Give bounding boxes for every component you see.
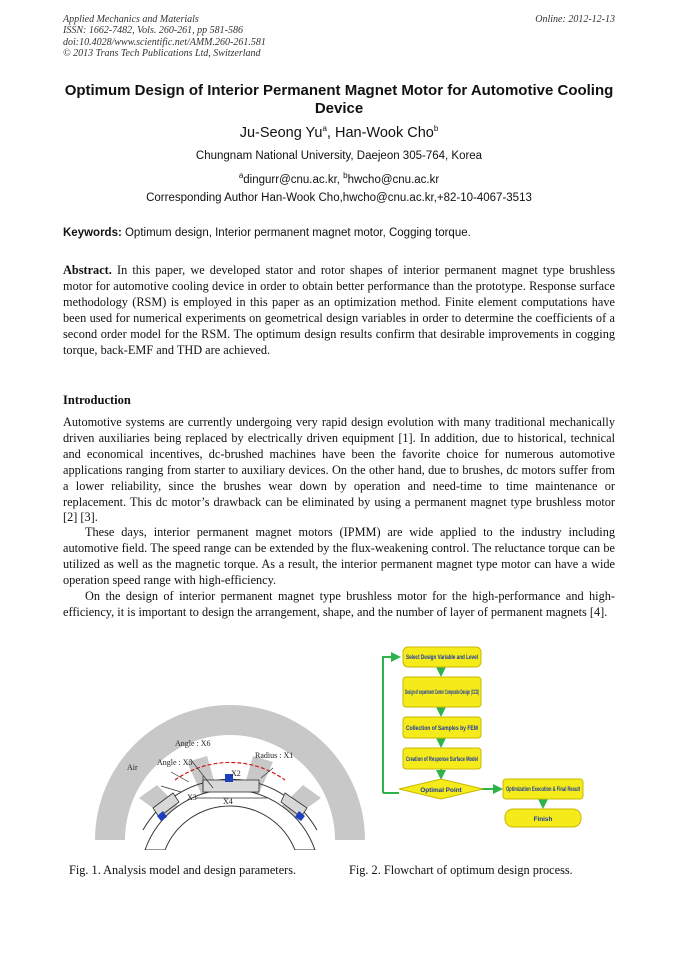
label-x4: X4 xyxy=(223,797,233,806)
abstract-text: In this paper, we developed stator and rotor shapes of interior permanent magnet type brushless motor for automotive cooling device in order to obtain better performance than the prototype. Response surface methodology (RSM) is employed in this paper as an optimization method. Finite element computations have been used for numerical experiments on geometrical design variables in order to determine the coefficients of a second order model for the RSM. The optimum design results confirm that desirable improvements in cogging torque, back-EMF and THD are achieved. xyxy=(63,263,615,357)
email-b: hwcho@cnu.ac.kr xyxy=(347,173,440,186)
email-b-sup: b xyxy=(343,171,348,180)
author-1: Ju-Seong Yu xyxy=(239,124,323,141)
doi-line: doi:10.4028/www.scientific.net/AMM.260-261.581 xyxy=(63,36,266,48)
author-1-sup: a xyxy=(322,124,327,133)
flow-text-5: Optimal Point xyxy=(420,787,462,794)
figure-1-caption: Fig. 1. Analysis model and design parameters. xyxy=(69,863,297,877)
author-2-sup: b xyxy=(433,124,439,133)
email-a-sup: a xyxy=(238,171,244,180)
corresponding-author: Corresponding Author Han-Wook Cho,hwcho@cnu.ac.kr,+82-10-4067-3513 xyxy=(146,192,532,204)
paper-title: Optimum Design of Interior Permanent Magnet Motor for Automotive Cooling Device xyxy=(64,82,614,117)
flow-text-1: Select Design Variable and Level xyxy=(406,654,479,661)
loop-back-arrow xyxy=(383,657,399,793)
author-2: Han-Wook Cho xyxy=(334,124,434,141)
label-air: Air xyxy=(127,763,138,772)
label-angle-x5: Angle : X5 xyxy=(157,758,193,767)
issn-line: ISSN: 1662-7482, Vols. 260-261, pp 581-586 xyxy=(63,25,243,37)
flowchart-diagram xyxy=(375,645,615,830)
stator-back-iron xyxy=(95,705,365,840)
label-angle-x6: Angle : X6 xyxy=(175,739,211,748)
intro-paragraph-2: These days, interior permanent magnet motors (IPMM) are wide applied to the industry including automotive field. The speed range can be extended by the flux-weakening control. The reluctance torque can be utilized as well as the magnetic torque. As a result, the interior permanent magnet type motor can have a wide operation speed range with high-efficiency. xyxy=(63,525,615,587)
abstract xyxy=(63,263,615,358)
copyright-line: © 2013 Trans Tech Publications Ltd, Switzerland xyxy=(63,47,261,59)
flow-text-6: Optimization Execution & Final Result xyxy=(506,786,581,793)
flow-text-4: Creation of Response Surface Model xyxy=(406,756,479,763)
figure-2-caption: Fig. 2. Flowchart of optimum design process. xyxy=(349,863,573,877)
figure-2-flowchart xyxy=(375,645,615,830)
keywords-text: Optimum design, Interior permanent magnet motor, Cogging torque. xyxy=(121,227,471,239)
intro-paragraph-1: Automotive systems are currently undergoing very rapid design evolution with many traditional mechanically driven auxiliaries being replaced by electrically driven equipment [1]. In addition, due to historical, technical and economical incentives, dc-brushed machines have been the favorite choice for numerous automotive applications ranging from starter to auxiliary devices. On the other hand, due to brushes, dc motors suffer from a lower reliability, since the brushes wear down by operation and need-time to time maintenance or replacement. This dc motor’s drawback can be eliminated by using a permanent magnet type brushless motor [2] [3]. xyxy=(63,415,615,525)
label-x3: X3 xyxy=(187,793,197,802)
author-emails xyxy=(63,171,615,186)
journal-header xyxy=(63,14,615,59)
author-list xyxy=(63,124,615,141)
keywords-label: Keywords: xyxy=(63,227,122,239)
flow-text-7: Finish xyxy=(533,816,553,823)
section-heading-introduction: Introduction xyxy=(63,393,131,407)
label-radius-x1: Radius : X1 xyxy=(255,751,294,760)
journal-name: Applied Mechanics and Materials xyxy=(63,14,199,25)
author-separator: , xyxy=(326,124,335,141)
keywords xyxy=(63,227,615,239)
motor-cross-section-diagram xyxy=(95,690,365,850)
affiliation: Chungnam National University, Daejeon 305-764, Korea xyxy=(195,150,483,162)
flow-text-3: Collection of Samples by FEM xyxy=(406,725,478,732)
email-a: dingurr@cnu.ac.kr, xyxy=(243,173,344,186)
figure-1-analysis-model xyxy=(95,690,365,850)
online-date: Online: 2012-12-13 xyxy=(535,14,615,25)
intro-paragraph-3: On the design of interior permanent magnet type brushless motor for the high-performance and high-efficiency, it is important to design the arrangement, shape, and the number of layer of permanent magnets [4]. xyxy=(63,589,615,619)
flow-text-2: Design of experiment Center Composite Design (CCD) xyxy=(405,689,479,696)
label-x2: X2 xyxy=(231,769,241,778)
abstract-label: Abstract. xyxy=(63,263,112,277)
